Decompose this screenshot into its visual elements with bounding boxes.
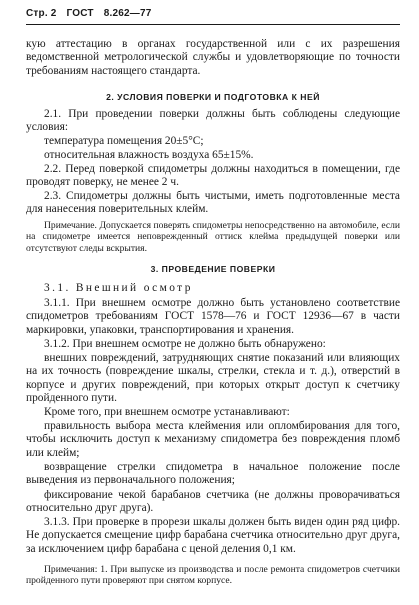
header-rule — [26, 24, 400, 25]
section-2-heading: 2. УСЛОВИЯ ПОВЕРКИ И ПОДГОТОВКА К НЕЙ — [106, 92, 320, 102]
page-number: Стр. 2 — [26, 8, 57, 19]
notes-footer: Примечания: 1. При выпуске из производства и после ремонта спидометров счетчики пройденного пути проверяют при снятом корпусе. — [26, 564, 400, 587]
condition-humidity: относительная влажность воздуха 65±15%. — [44, 149, 254, 161]
condition-temperature: температура помещения 20±5°С; — [44, 135, 204, 147]
paragraph-also: Кроме того, при внешнем осмотре устанавливают: — [44, 406, 290, 418]
paragraph-2-3: 2.3. Спидометры должны быть чистыми, иметь подготовленные места для нанесения поверительных клейм. — [26, 190, 400, 216]
item-damage: внешних повреждений, затрудняющих снятие показаний или влияющих на их точность (повреждение шкалы, стрелки, стекла и т. д.), отверстий в корпусе и других повреждений, при которых открыт доступ к счетчику пройденного пути. — [26, 352, 400, 404]
page-header — [26, 8, 406, 19]
paragraph-3-1-2: 3.1.2. При внешнем осмотре не должно быть обнаружено: — [44, 338, 326, 350]
paragraph-2-2: 2.2. Перед поверкой спидометры должны находиться в помещении, где проводят поверку, не менее 2 ч. — [26, 163, 400, 189]
item-correctness: правильность выбора места клеймения или опломбирования для того, чтобы исключить доступ к механизму спидометра без повреждения пломб или клейм; — [26, 420, 400, 459]
paragraph-3-1-3: 3.1.3. При проверке в прорези шкалы должен быть виден один ряд цифр. Не допускается смещение цифр барабана счетчика относительно друг друга, за исключением цифр барабана с ценой деления 0,1 км. — [26, 516, 400, 555]
section-3-heading: 3. ПРОВЕДЕНИЕ ПОВЕРКИ — [150, 264, 276, 274]
note-2: Примечание. Допускается поверять спидометры непосредственно на автомобиле, если на спидометре имеется неповрежденный оттиск клейма предыдущей поверки или отсутствуют следы вскрытия. — [26, 220, 400, 254]
paragraph-3-1-1: 3.1.1. При внешнем осмотре должно быть установлено соответствие спидометров требованиям ГОСТ 1578—76 и ГОСТ 12936—67 в части маркировки, упаковки, транспортирования и хранения. — [26, 297, 400, 336]
standard-number: 8.262—77 — [103, 8, 152, 19]
intro-paragraph: кую аттестацию в органах государственной или с их разрешения ведомственной метрологической службы и удовлетворяющие по точности требованиям настоящего стандарта. — [26, 38, 400, 77]
item-return: возвращение стрелки спидометра в начальное положение после выведения из первоначального положения; — [26, 461, 400, 487]
paragraph-2-1: 2.1. При проведении поверки должны быть соблюдены следующие условия: — [26, 108, 400, 134]
item-fixing: фиксирование чекой барабанов счетчика (не должны проворачиваться относительно друг друга). — [26, 489, 400, 515]
subsection-3-1-heading: 3.1. Внешний осмотр — [44, 282, 193, 294]
standard-label: ГОСТ — [66, 8, 94, 19]
